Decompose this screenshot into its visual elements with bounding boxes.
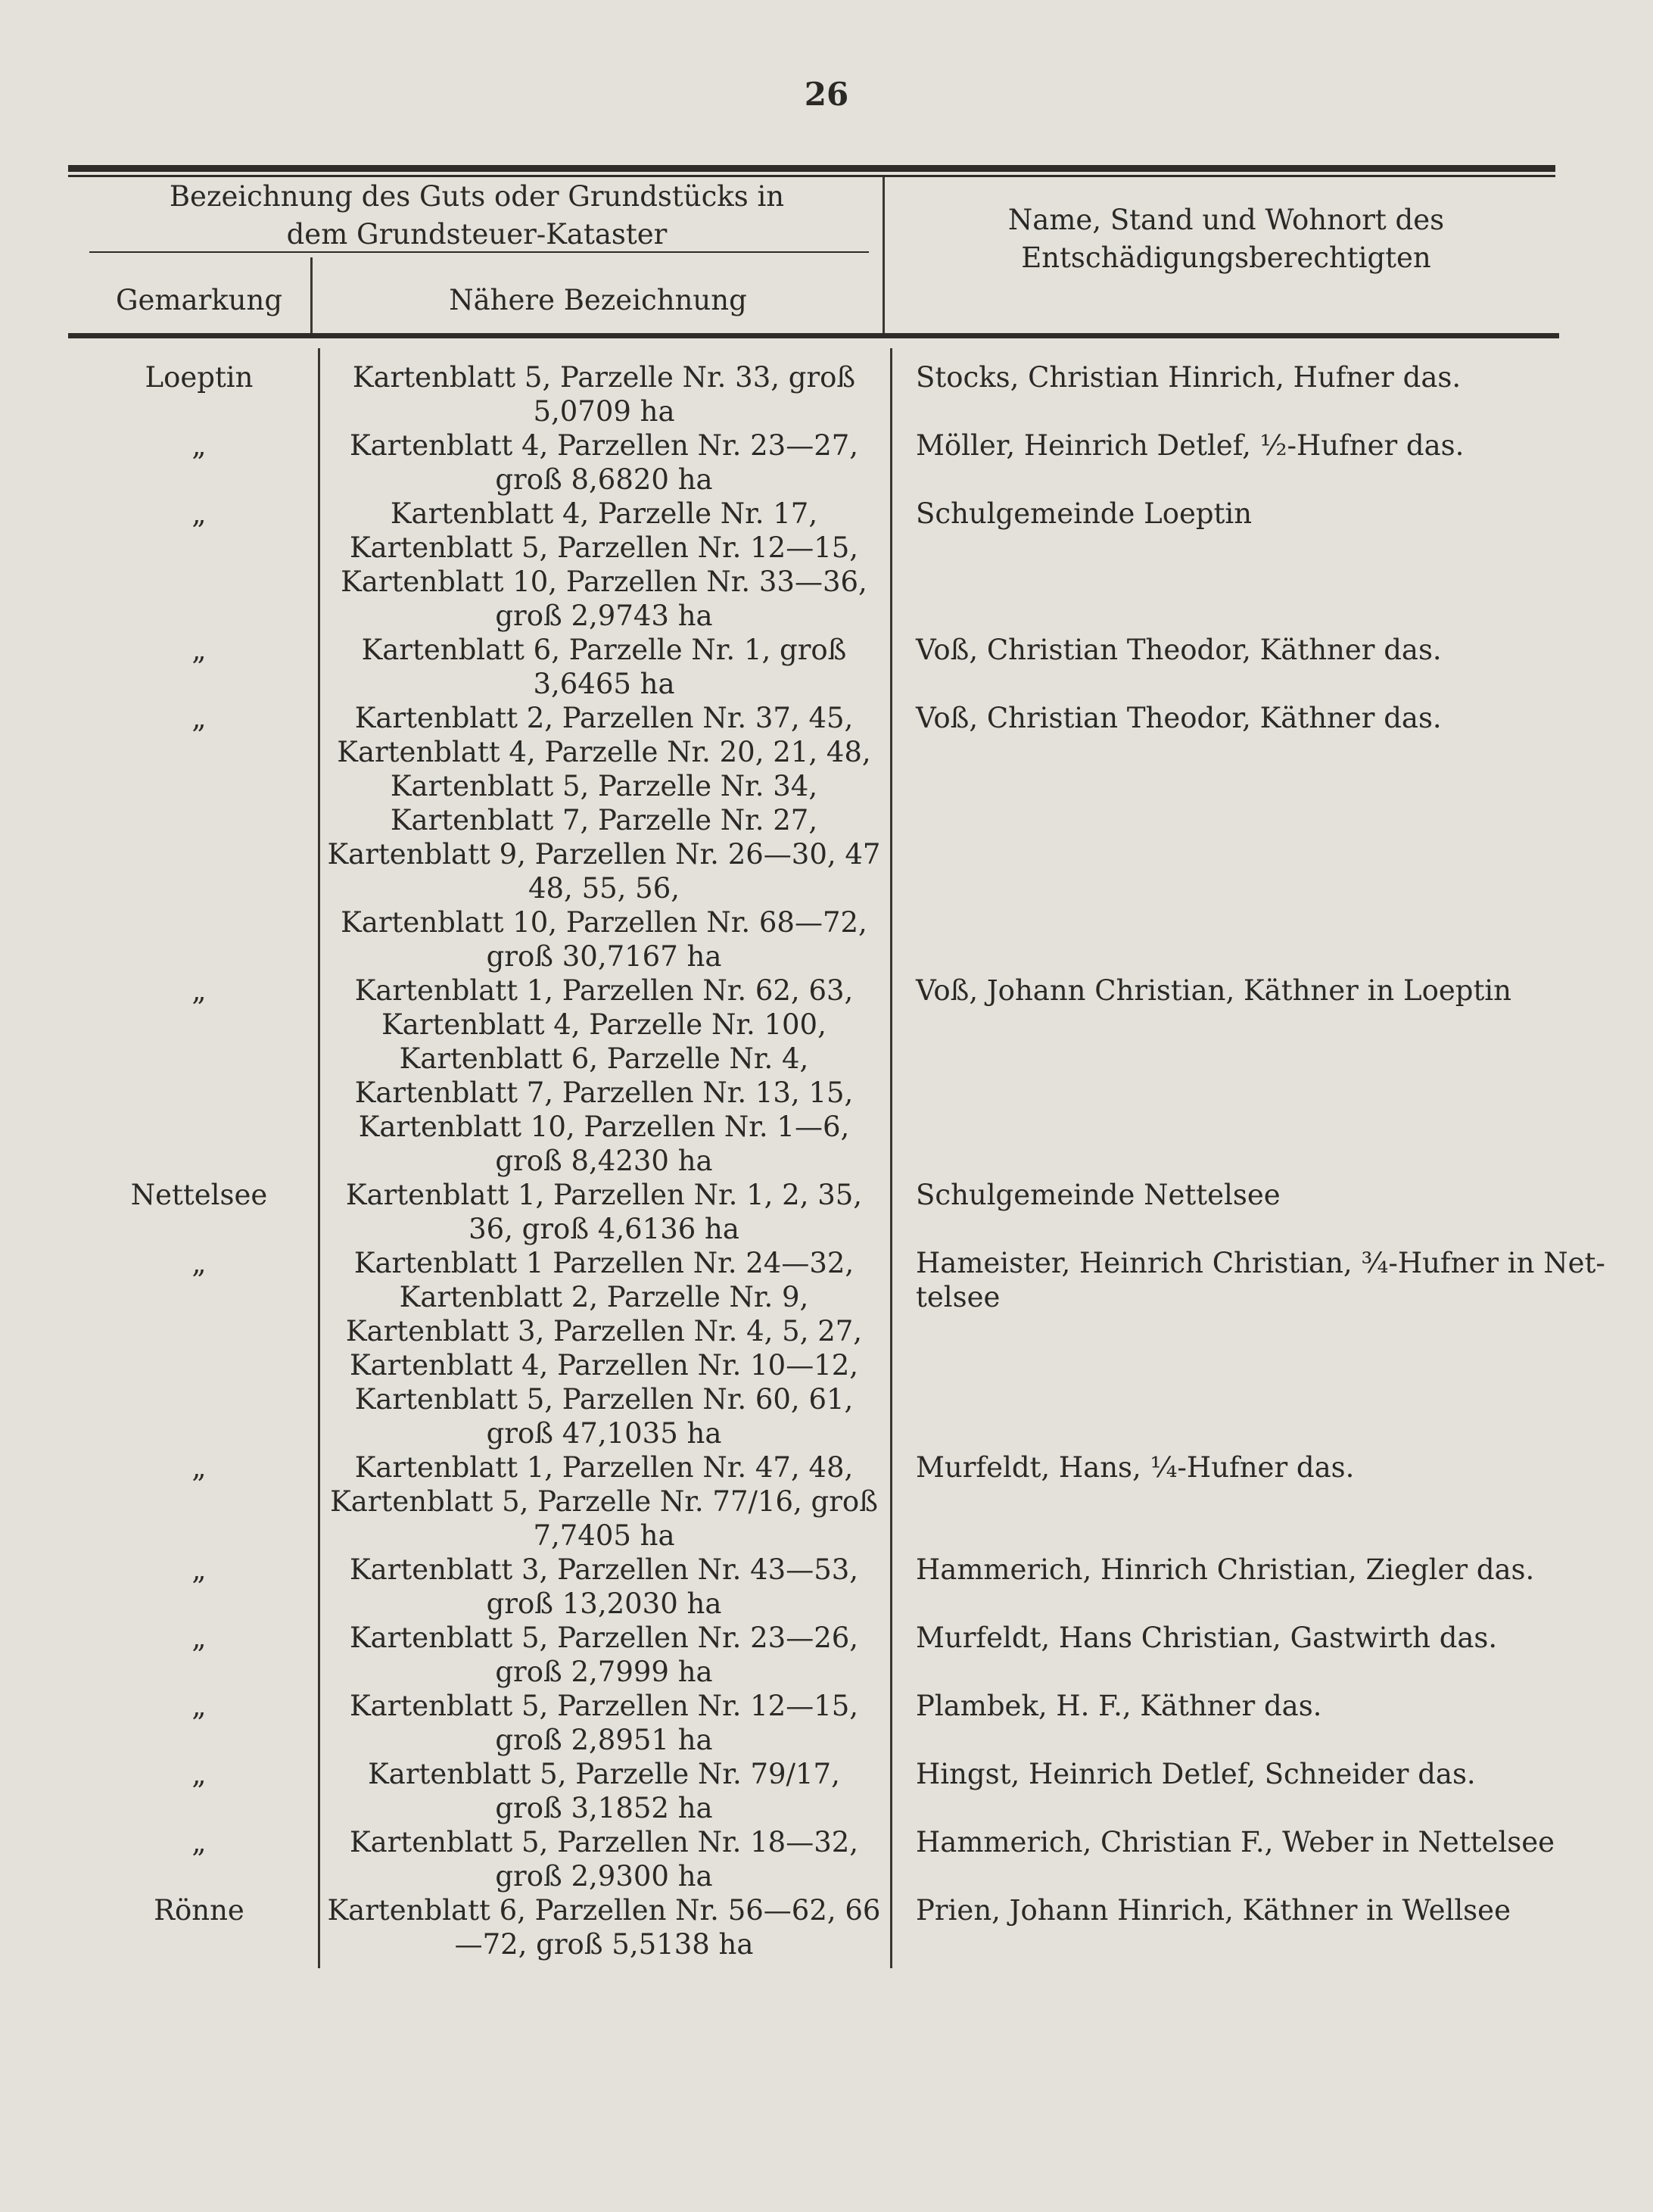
header-bottom-rule — [68, 333, 1559, 338]
row-0-gemarkung: Loeptin — [145, 361, 254, 394]
row-5-name-line: Voß, Johann Christian, Käthner in Loeptin — [916, 974, 1511, 1007]
row-9-bezeichnung-line: Kartenblatt 3, Parzellen Nr. 43—53, — [349, 1553, 859, 1586]
header-name-line-1: Name, Stand und Wohnort des — [1007, 204, 1445, 236]
row-5-bezeichnung-line: Kartenblatt 10, Parzellen Nr. 1—6, — [358, 1111, 850, 1143]
row-11-bezeichnung-line: groß 2,8951 ha — [495, 1724, 713, 1756]
row-12-name-line: Hingst, Heinrich Detlef, Schneider das. — [916, 1758, 1476, 1790]
row-7-bezeichnung-line: Kartenblatt 5, Parzellen Nr. 60, 61, — [354, 1383, 854, 1416]
row-8-gemarkung: „ — [191, 1451, 207, 1484]
row-7-bezeichnung-line: Kartenblatt 3, Parzellen Nr. 4, 5, 27, — [345, 1315, 863, 1347]
row-0-name-line: Stocks, Christian Hinrich, Hufner das. — [916, 361, 1462, 394]
row-3-bezeichnung-line: Kartenblatt 6, Parzelle Nr. 1, groß — [361, 634, 847, 666]
row-13-gemarkung: „ — [191, 1826, 207, 1858]
row-5-bezeichnung-line: Kartenblatt 6, Parzelle Nr. 4, — [399, 1042, 809, 1075]
row-1-bezeichnung-line: groß 8,6820 ha — [495, 463, 713, 496]
row-5-bezeichnung-line: Kartenblatt 4, Parzelle Nr. 100, — [381, 1008, 826, 1041]
row-4-gemarkung: „ — [191, 702, 207, 734]
row-14-bezeichnung-line: —72, groß 5,5138 ha — [454, 1928, 754, 1961]
row-2-bezeichnung-line: Kartenblatt 4, Parzelle Nr. 17, — [390, 497, 818, 530]
row-7-bezeichnung-line: Kartenblatt 2, Parzelle Nr. 9, — [399, 1281, 809, 1313]
row-5-bezeichnung-line: Kartenblatt 1, Parzellen Nr. 62, 63, — [354, 974, 854, 1007]
row-1-name-line: Möller, Heinrich Detlef, ½-Hufner das. — [916, 429, 1465, 462]
row-0-bezeichnung-line: 5,0709 ha — [533, 395, 675, 428]
header-divider-2 — [883, 177, 885, 333]
row-2-bezeichnung-line: Kartenblatt 10, Parzellen Nr. 33—36, — [341, 565, 867, 598]
row-0-bezeichnung-line: Kartenblatt 5, Parzelle Nr. 33, groß — [352, 361, 856, 394]
row-10-name-line: Murfeldt, Hans Christian, Gastwirth das. — [916, 1622, 1498, 1654]
column-divider-2 — [890, 348, 892, 1968]
row-4-bezeichnung-line: groß 30,7167 ha — [486, 940, 722, 973]
row-14-name-line: Prien, Johann Hinrich, Käthner in Wellsee — [916, 1894, 1511, 1927]
row-13-name-line: Hammerich, Christian F., Weber in Nettelsee — [916, 1826, 1555, 1858]
header-divider-1 — [310, 257, 313, 333]
row-10-bezeichnung-line: Kartenblatt 5, Parzellen Nr. 23—26, — [349, 1622, 859, 1654]
row-7-bezeichnung-line: Kartenblatt 4, Parzellen Nr. 10—12, — [349, 1349, 859, 1382]
row-6-gemarkung: Nettelsee — [130, 1179, 268, 1211]
row-14-bezeichnung-line: Kartenblatt 6, Parzellen Nr. 56—62, 66 — [327, 1894, 881, 1927]
row-8-bezeichnung-line: Kartenblatt 5, Parzelle Nr. 77/16, groß — [330, 1485, 878, 1518]
row-14-gemarkung: Rönne — [154, 1894, 244, 1927]
row-13-bezeichnung-line: groß 2,9300 ha — [495, 1860, 713, 1893]
row-8-bezeichnung-line: Kartenblatt 1, Parzellen Nr. 47, 48, — [354, 1451, 854, 1484]
row-1-gemarkung: „ — [191, 429, 207, 462]
header-name-line-2: Entschädigungsberechtigten — [1021, 241, 1431, 274]
row-2-gemarkung: „ — [191, 497, 207, 530]
row-3-gemarkung: „ — [191, 634, 207, 666]
top-rule — [68, 165, 1555, 172]
header-naehere-bezeichnung: Nähere Bezeichnung — [449, 284, 747, 316]
row-4-bezeichnung-line: Kartenblatt 5, Parzelle Nr. 34, — [390, 770, 818, 802]
row-11-name-line: Plambek, H. F., Käthner das. — [916, 1690, 1322, 1722]
row-7-name-line: Hameister, Heinrich Christian, ¾-Hufner in Net- — [916, 1247, 1605, 1279]
row-4-name-line: Voß, Christian Theodor, Käthner das. — [916, 702, 1442, 734]
top-rule-thin — [68, 175, 1555, 177]
row-1-bezeichnung-line: Kartenblatt 4, Parzellen Nr. 23—27, — [349, 429, 859, 462]
header-name-stand-wohnort — [893, 201, 1559, 277]
row-7-name-line: telsee — [916, 1281, 1001, 1313]
row-5-bezeichnung-line: Kartenblatt 7, Parzellen Nr. 13, 15, — [354, 1076, 854, 1109]
row-4-bezeichnung-line: Kartenblatt 10, Parzellen Nr. 68—72, — [341, 906, 867, 939]
header-group-line-2: dem Grundsteuer-Kataster — [286, 218, 668, 251]
row-2-bezeichnung-line: groß 2,9743 ha — [495, 600, 713, 632]
row-6-bezeichnung-line: 36, groß 4,6136 ha — [469, 1213, 739, 1245]
header-group-line-1: Bezeichnung des Guts oder Grundstücks in — [169, 180, 785, 213]
row-6-bezeichnung-line: Kartenblatt 1, Parzellen Nr. 1, 2, 35, — [345, 1179, 863, 1211]
row-12-bezeichnung-line: groß 3,1852 ha — [495, 1792, 713, 1824]
row-9-bezeichnung-line: groß 13,2030 ha — [486, 1587, 722, 1620]
row-10-bezeichnung-line: groß 2,7999 ha — [495, 1656, 713, 1688]
row-7-bezeichnung-line: Kartenblatt 1 Parzellen Nr. 24—32, — [353, 1247, 855, 1279]
row-12-gemarkung: „ — [191, 1758, 207, 1790]
row-2-name-line: Schulgemeinde Loeptin — [916, 497, 1253, 530]
row-4-bezeichnung-line: Kartenblatt 9, Parzellen Nr. 26—30, 47 — [327, 838, 881, 871]
page-number: 26 — [804, 76, 849, 113]
row-11-gemarkung: „ — [191, 1690, 207, 1722]
row-4-bezeichnung-line: Kartenblatt 7, Parzelle Nr. 27, — [390, 804, 818, 837]
row-3-bezeichnung-line: 3,6465 ha — [533, 668, 675, 700]
row-4-bezeichnung-line: 48, 55, 56, — [528, 872, 680, 905]
row-5-gemarkung: „ — [191, 974, 207, 1007]
row-11-bezeichnung-line: Kartenblatt 5, Parzellen Nr. 12—15, — [349, 1690, 859, 1722]
row-13-bezeichnung-line: Kartenblatt 5, Parzellen Nr. 18—32, — [349, 1826, 859, 1858]
header-group-title — [136, 178, 817, 254]
row-6-name-line: Schulgemeinde Nettelsee — [916, 1179, 1281, 1211]
row-7-gemarkung: „ — [191, 1247, 207, 1279]
row-12-bezeichnung-line: Kartenblatt 5, Parzelle Nr. 79/17, — [368, 1758, 840, 1790]
row-3-name-line: Voß, Christian Theodor, Käthner das. — [916, 634, 1442, 666]
row-4-bezeichnung-line: Kartenblatt 4, Parzelle Nr. 20, 21, 48, — [337, 736, 871, 768]
row-8-name-line: Murfeldt, Hans, ¼-Hufner das. — [916, 1451, 1355, 1484]
row-5-bezeichnung-line: groß 8,4230 ha — [495, 1145, 713, 1177]
row-10-gemarkung: „ — [191, 1622, 207, 1654]
row-9-name-line: Hammerich, Hinrich Christian, Ziegler das. — [916, 1553, 1535, 1586]
row-9-gemarkung: „ — [191, 1553, 207, 1586]
row-7-bezeichnung-line: groß 47,1035 ha — [486, 1417, 722, 1450]
row-8-bezeichnung-line: 7,7405 ha — [533, 1519, 675, 1552]
row-4-bezeichnung-line: Kartenblatt 2, Parzellen Nr. 37, 45, — [354, 702, 854, 734]
header-gemarkung: Gemarkung — [115, 284, 283, 316]
row-2-bezeichnung-line: Kartenblatt 5, Parzellen Nr. 12—15, — [349, 531, 859, 564]
